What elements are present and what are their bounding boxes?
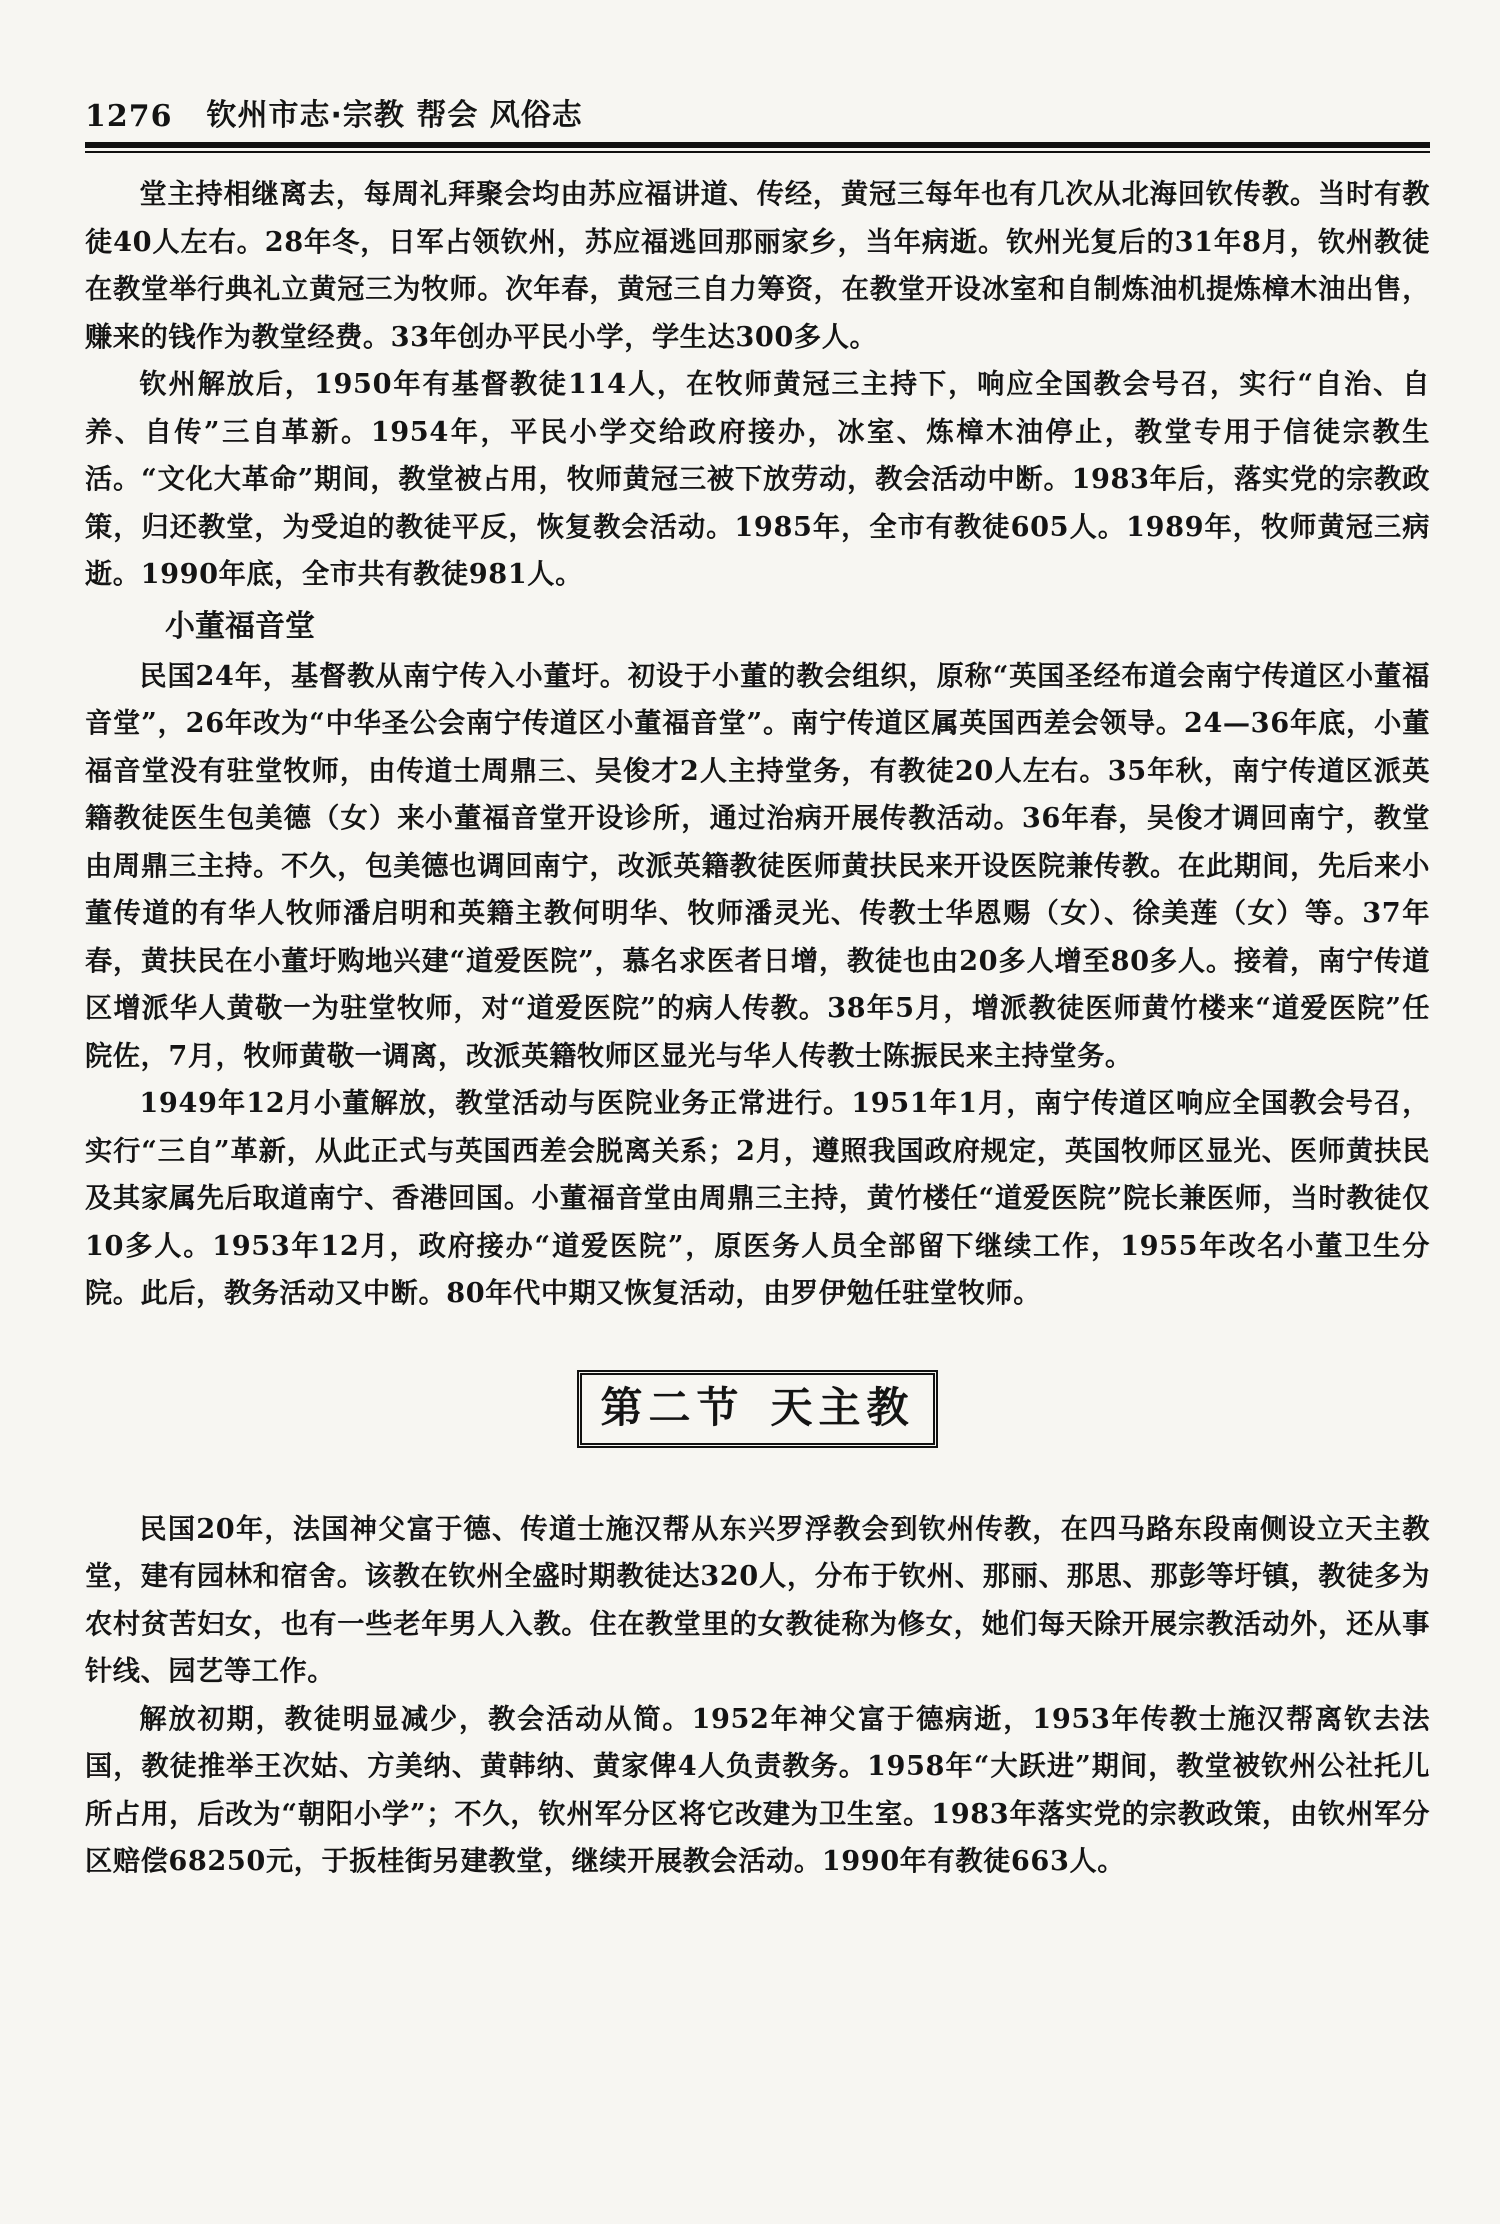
section-heading xyxy=(85,1370,1430,1448)
paragraph: 民国24年，基督教从南宁传入小董圩。初设于小董的教会组织，原称“英国圣经布道会南宁传道区小董福音堂”，26年改为“中华圣公会南宁传道区小董福音堂”。南宁传道区属英国西差会领导。24—36年底，小董福音堂没有驻堂牧师，由传道士周鼎三、吴俊才2人主持堂务，有教徒20人左右。35年秋，南宁传道区派英籍教徒医生包美德（女）来小董福音堂开设诊所，通过治病开展传教活动。36年春，吴俊才调回南宁，教堂由周鼎三主持。不久，包美德也调回南宁，改派英籍教徒医师黄扶民来开设医院兼传教。在此期间，先后来小董传道的有华人牧师潘启明和英籍主教何明华、牧师潘灵光、传教士华恩赐（女）、徐美莲（女）等。37年春，黄扶民在小董圩购地兴建“道爱医院”，慕名求医者日增，教徒也由20多人增至80多人。接着，南宁传道区增派华人黄敬一为驻堂牧师，对“道爱医院”的病人传教。38年5月，增派教徒医师黄竹楼来“道爱医院”任院佐，7月，牧师黄敬一调离，改派英籍牧师区显光与华人传教士陈振民来主持堂务。 xyxy=(85,659,1430,1072)
section-title: 天主教 xyxy=(770,1382,915,1432)
paragraph: 解放初期，教徒明显减少，教会活动从简。1952年神父富于德病逝，1953年传教士施汉帮离钦去法国，教徒推举王次姑、方美纳、黄韩纳、黄家俾4人负责教务。1958年“大跃进”期间，教堂被钦州公社托儿所占用，后改为“朝阳小学”；不久，钦州军分区将它改建为卫生室。1983年落实党的宗教政策，由钦州军分区赔偿68250元，于扳桂街另建教堂，继续开展教会活动。1990年有教徒663人。 xyxy=(85,1702,1430,1877)
paragraph: 钦州解放后，1950年有基督教徒114人，在牧师黄冠三主持下，响应全国教会号召，实行“自治、自养、自传”三自革新。1954年，平民小学交给政府接办，冰室、炼樟木油停止，教堂专用于信徒宗教生活。“文化大革命”期间，教堂被占用，牧师黄冠三被下放劳动，教会活动中断。1983年后，落实党的宗教政策，归还教堂，为受迫的教徒平反，恢复教会活动。1985年，全市有教徒605人。1989年，牧师黄冠三病逝。1990年底，全市共有教徒981人。 xyxy=(85,368,1430,590)
paragraph: 民国20年，法国神父富于德、传道士施汉帮从东兴罗浮教会到钦州传教，在四马路东段南侧设立天主教堂，建有园林和宿舍。该教在钦州全盛时期教徒达320人，分布于钦州、那丽、那思、那彭等圩镇，教徒多为农村贫苦妇女，也有一些老年男人入教。住在教堂里的女教徒称为修女，她们每天除开展宗教活动外，还从事针线、园艺等工作。 xyxy=(85,1512,1430,1687)
paragraph: 堂主持相继离去，每周礼拜聚会均由苏应福讲道、传经，黄冠三每年也有几次从北海回钦传教。当时有教徒40人左右。28年冬，日军占领钦州，苏应福逃回那丽家乡，当年病逝。钦州光复后的31年8月，钦州教徒在教堂举行典礼立黄冠三为牧师。次年春，黄冠三自力筹资，在教堂开设冰室和自制炼油机提炼樟木油出售，赚来的钱作为教堂经费。33年创办平民小学，学生达300多人。 xyxy=(85,178,1430,353)
header-rule-thin xyxy=(85,151,1430,153)
running-header xyxy=(85,90,1430,134)
subsection-title: 小董福音堂 xyxy=(165,608,315,644)
section-heading-box xyxy=(577,1370,937,1448)
body-text xyxy=(85,171,1430,1886)
book-page xyxy=(85,90,1430,1886)
header-rule-thick xyxy=(85,142,1430,148)
paragraph: 1949年12月小董解放，教堂活动与医院业务正常进行。1951年1月，南宁传道区响应全国教会号召，实行“三自”革新，从此正式与英国西差会脱离关系；2月，遵照我国政府规定，英国牧师区显光、医师黄扶民及其家属先后取道南宁、香港回国。小董福音堂由周鼎三主持，黄竹楼任“道爱医院”院长兼医师，当时教徒仅10多人。1953年12月，政府接办“道爱医院”，原医务人员全部留下继续工作，1955年改名小董卫生分院。此后，教务活动又中断。80年代中期又恢复活动，由罗伊勉任驻堂牧师。 xyxy=(85,1087,1430,1309)
page-number: 1276 xyxy=(85,99,173,134)
section-number: 第二节 xyxy=(600,1382,745,1432)
running-title: 钦州市志·宗教 帮会 风俗志 xyxy=(206,98,583,133)
